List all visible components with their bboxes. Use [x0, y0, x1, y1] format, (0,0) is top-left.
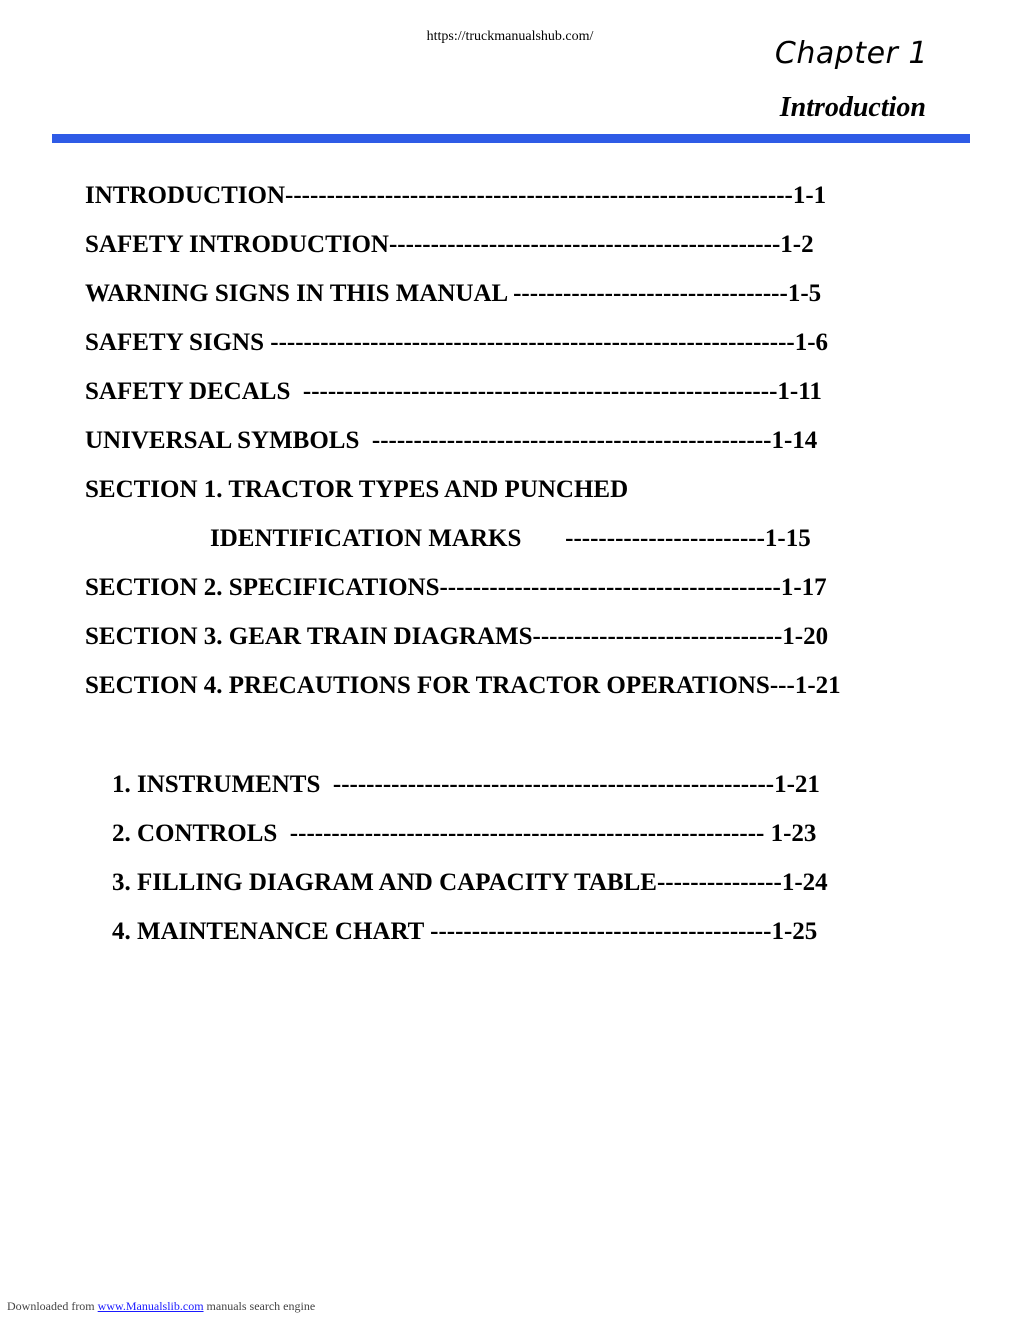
- header-divider: [52, 134, 970, 143]
- toc-sub-entry-maintenance-chart: 4. MAINTENANCE CHART -----------------------------------------1-25: [112, 918, 818, 945]
- toc-entry-section-2: SECTION 2. SPECIFICATIONS-----------------------------------------1-17: [85, 574, 827, 601]
- toc-entry-safety-signs: SAFETY SIGNS ---------------------------------------------------------------1-6: [85, 329, 829, 356]
- table-of-contents: [85, 178, 915, 717]
- section-4-sub-entries: [112, 767, 912, 963]
- toc-entry-universal-symbols: UNIVERSAL SYMBOLS ------------------------------------------------1-14: [85, 427, 818, 454]
- toc-sub-entry-controls: 2. CONTROLS --------------------------------------------------------- 1-23: [112, 820, 817, 847]
- toc-entry-safety-introduction: SAFETY INTRODUCTION-----------------------------------------------1-2: [85, 231, 814, 258]
- toc-entry-introduction: INTRODUCTION-------------------------------------------------------------1-1: [85, 182, 827, 209]
- download-footer: [7, 1299, 315, 1314]
- chapter-title: Introduction: [779, 92, 926, 123]
- toc-sub-entry-instruments: 1. INSTRUMENTS -----------------------------------------------------1-21: [112, 771, 820, 798]
- toc-entry-section-1-continued: IDENTIFICATION MARKS ------------------------1-15: [85, 525, 811, 552]
- toc-sub-entry-filling-diagram: 3. FILLING DIAGRAM AND CAPACITY TABLE---------------1-24: [112, 869, 828, 896]
- source-url: https://truckmanualshub.com/: [426, 29, 594, 44]
- toc-entry-section-1: SECTION 1. TRACTOR TYPES AND PUNCHED: [85, 476, 629, 503]
- toc-entry-section-3: SECTION 3. GEAR TRAIN DIAGRAMS------------------------------1-20: [85, 623, 829, 650]
- manualslib-link[interactable]: www.Manualslib.com: [97, 1299, 204, 1313]
- footer-prefix: Downloaded from: [7, 1299, 98, 1313]
- toc-entry-warning-signs: WARNING SIGNS IN THIS MANUAL ---------------------------------1-5: [85, 280, 822, 307]
- toc-entry-safety-decals: SAFETY DECALS ---------------------------------------------------------1-11: [85, 378, 822, 405]
- footer-suffix: manuals search engine: [203, 1299, 316, 1313]
- chapter-number: Chapter 1: [774, 36, 928, 71]
- toc-entry-section-4: SECTION 4. PRECAUTIONS FOR TRACTOR OPERATIONS---1-21: [85, 672, 841, 699]
